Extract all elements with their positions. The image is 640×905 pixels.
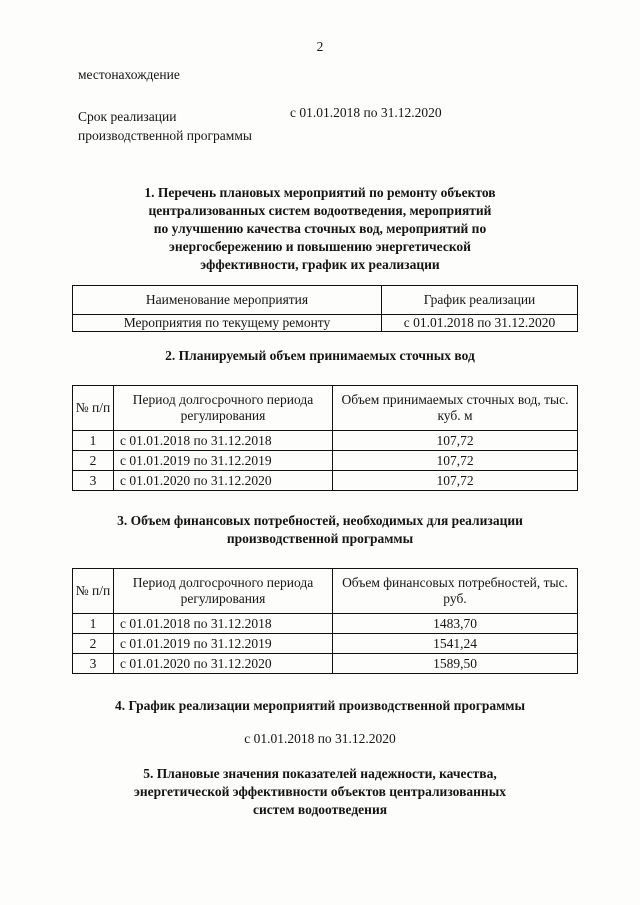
section4-value: с 01.01.2018 по 31.12.2020: [244, 731, 396, 746]
table-cell: с 01.01.2019 по 31.12.2019: [114, 634, 333, 654]
table-row: [73, 315, 578, 332]
header-cell: Объем финансовых потребностей, тыс. руб.: [333, 569, 578, 614]
table-cell: 3: [73, 471, 114, 491]
header-cell: № п/п: [73, 386, 114, 431]
table-cell: 1483,70: [333, 614, 578, 634]
table-cell: с 01.01.2018 по 31.12.2018: [114, 614, 333, 634]
header-cell: № п/п: [73, 569, 114, 614]
section1-title-line: по улучшению качества сточных вод, мероприятий по: [153, 221, 487, 236]
table-cell: 1589,50: [333, 654, 578, 674]
table-cell: с 01.01.2020 по 31.12.2020: [114, 471, 333, 491]
section4-title: 4. График реализации мероприятий производственной программы: [114, 698, 526, 713]
section1-title: [60, 184, 580, 274]
header-cell: Период долгосрочного периода регулирования: [114, 569, 333, 614]
table-cell: 107,72: [333, 471, 578, 491]
section1-title-line: энергосбережению и повышению энергетической: [169, 239, 471, 254]
page-number: 2: [316, 39, 324, 54]
section3-title-line: производственной программы: [226, 531, 414, 546]
table-cell: 3: [73, 654, 114, 674]
section5-title-line: энергетической эффективности объектов централизованных: [133, 784, 506, 799]
section3-title-line: 3. Объем финансовых потребностей, необходимых для реализации: [117, 513, 523, 528]
table-row: [73, 654, 578, 674]
term-label-line-2: производственной программы: [78, 128, 252, 143]
header-cell: График реализации: [382, 286, 578, 315]
table-row: [73, 614, 578, 634]
section5-title-line: систем водоотведения: [252, 802, 388, 817]
table-cell: Мероприятия по текущему ремонту: [73, 315, 382, 332]
term-label-line-1: Срок реализации: [78, 109, 177, 124]
table-row: [73, 471, 578, 491]
term-value: с 01.01.2018 по 31.12.2020: [290, 105, 442, 120]
section2-table: [72, 385, 578, 491]
table-header-row: [73, 569, 578, 614]
table-cell: с 01.01.2019 по 31.12.2019: [114, 451, 333, 471]
table-cell: с 01.01.2020 по 31.12.2020: [114, 654, 333, 674]
table-cell: 107,72: [333, 451, 578, 471]
table-cell: 1: [73, 614, 114, 634]
section1-title-line: эффективности, график их реализации: [200, 257, 440, 272]
table-cell: 1: [73, 431, 114, 451]
section1-title-line: 1. Перечень плановых мероприятий по ремонту объектов: [144, 185, 496, 200]
section5-title: [60, 765, 580, 819]
table-cell: 2: [73, 451, 114, 471]
table-row: [73, 634, 578, 654]
section3-table: [72, 568, 578, 674]
section1-title-line: централизованных систем водоотведения, мероприятий: [148, 203, 492, 218]
section1-table: [72, 285, 578, 332]
header-cell: Период долгосрочного периода регулирования: [114, 386, 333, 431]
table-cell: 1541,24: [333, 634, 578, 654]
header-cell: Наименование мероприятия: [73, 286, 382, 315]
table-header-row: [73, 386, 578, 431]
table-row: [73, 451, 578, 471]
table-cell: 2: [73, 634, 114, 654]
table-cell: с 01.01.2018 по 31.12.2020: [382, 315, 578, 332]
section3-title: [40, 512, 600, 548]
table-row: [73, 431, 578, 451]
location-label: местонахождение: [78, 67, 180, 82]
table-cell: с 01.01.2018 по 31.12.2018: [114, 431, 333, 451]
section2-title: 2. Планируемый объем принимаемых сточных вод: [165, 348, 475, 363]
header-cell: Объем принимаемых сточных вод, тыс. куб. м: [333, 386, 578, 431]
table-header-row: [73, 286, 578, 315]
table-cell: 107,72: [333, 431, 578, 451]
section5-title-line: 5. Плановые значения показателей надежности, качества,: [143, 766, 497, 781]
